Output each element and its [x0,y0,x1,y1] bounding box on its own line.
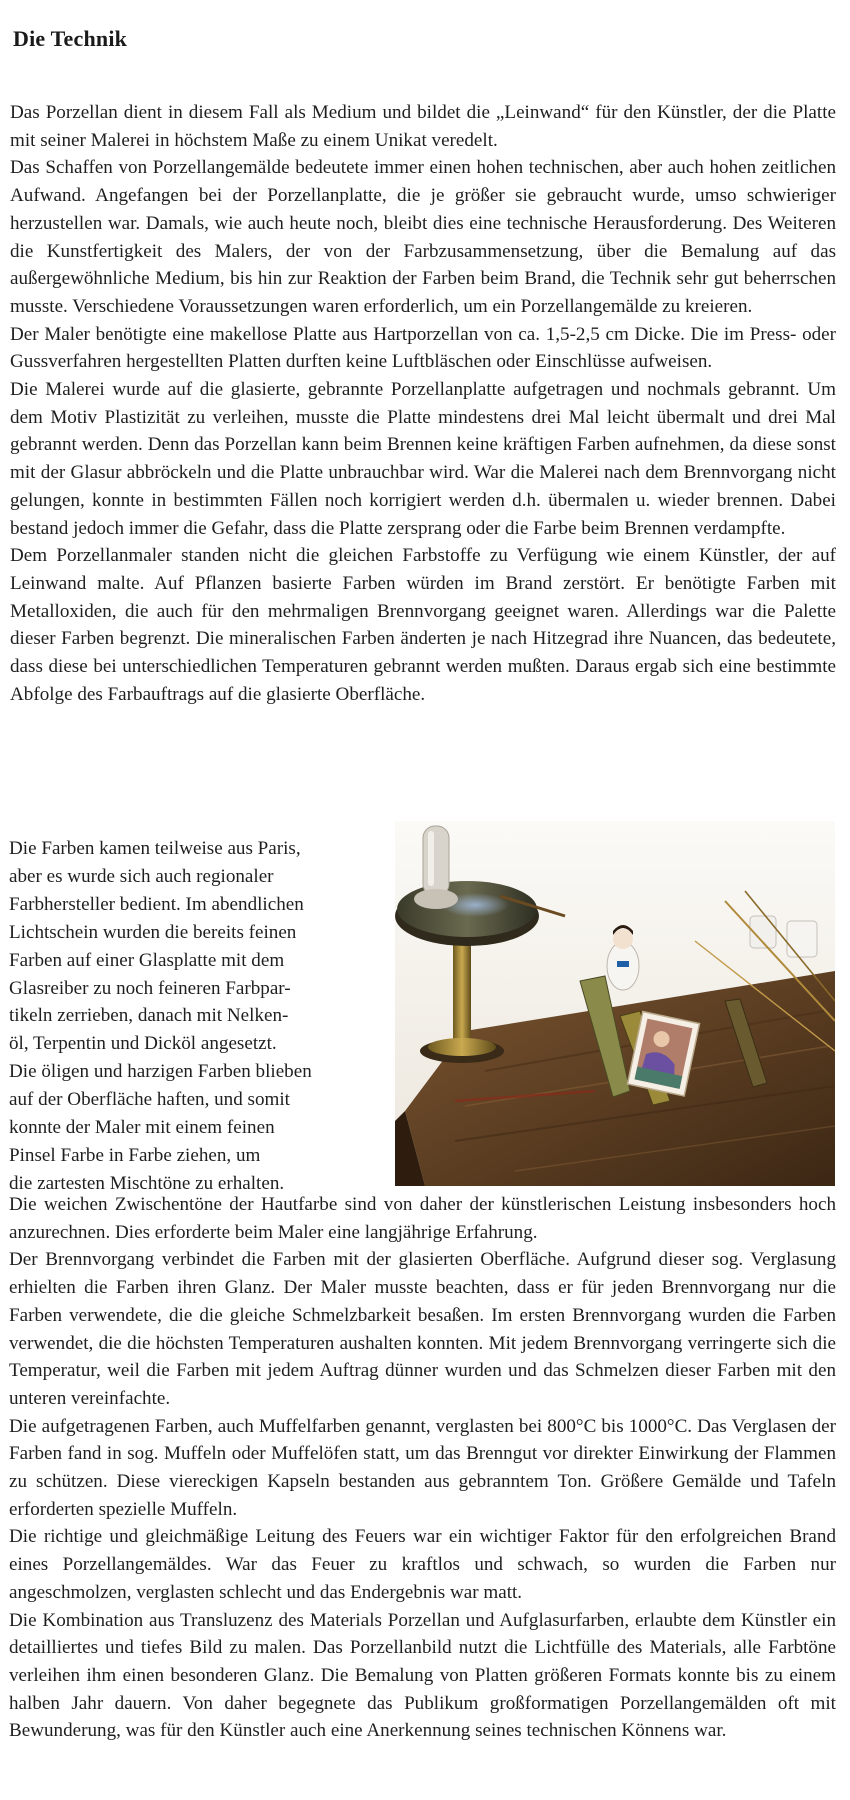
page-heading: Die Technik [13,26,128,51]
text-line: Die öligen und harzigen Farben blieben [9,1061,312,1083]
text-line: öl, Terpentin und Dicköl angesetzt. [9,1033,277,1055]
text-line: aber es wurde sich auch regionaler [9,865,274,887]
text-line: Die Farben kamen teilweise aus Paris, [9,838,301,859]
text-line: Farbhersteller bedient. Im abendlichen [9,893,304,915]
text-line: die zartesten Mischtöne zu erhalten. [9,1172,285,1194]
text-line: Lichtschein wurden die bereits feinen [9,921,297,943]
paragraph: Die richtige und gleichmäßige Leitung des Feuers war ein wichtiger Faktor für den erfolgreichen Brand eines Porzellangemäldes. War das Feuer zu kraftlos und schwach, so wurden die Farben nur angeschmolzen, verglasten schlecht und das Endergebnis war matt. [9,1526,836,1603]
text-block-top [10,99,836,708]
paragraph: Der Maler benötigte eine makellose Platte aus Hartporzellan von ca. 1,5-2,5 cm Dicke. Die im Press- oder Gussverfahren hergestellten Platten durften keine Luftbläschen oder Einschlüsse aufweisen. [10,323,836,373]
text-line: tikeln zerrieben, danach mit Nelken- [9,1005,289,1027]
paragraph: Die weichen Zwischentöne der Hautfarbe sind von daher der künstlerischen Leistung insbesonders hoch anzurechnen. Dies erforderte beim Maler eine langjährige Erfahrung. [9,1194,836,1243]
text-line: auf der Oberfläche haften, und somit [9,1089,290,1111]
paragraph: Dem Porzellanmaler standen nicht die gleichen Farbstoffe zu Verfügung wie einem Künstler, der auf Leinwand malte. Auf Pflanzen basierte Farben würden im Brand zerstört. Er benötigte Farben mit Metalloxiden, die auch für den mehrmaligen Brennvorgang geeignet waren. Allerdings war die Palette dieser Farben begrenzt. Die mineralischen Farben änderten je nach Hitzegrad ihre Nuancen, das bedeutete, dass diese bei unterschiedlichen Temperaturen gebrannt werden mußten. Daraus ergab sich eine bestimmte Abfolge des Farbauftrags auf die glasierte Oberfläche. [10,545,836,705]
text-block-bottom [9,1191,836,1745]
text-block-side [9,835,369,1198]
text-line: Glasreiber zu noch feineren Farbpar- [9,977,291,999]
paragraph: Die Kombination aus Transluzenz des Materials Porzellan und Aufglasurfarben, erlaubte dem Künstler ein detailliertes und tiefes Bild zu malen. Das Porzellanbild nutzt die Lichtfülle des Materials, alle Farbtöne verleihen ihm einen besonderen Glanz. Die Bemalung von Platten größeren Formats konnte bis zu einem halben Jahr dauern. Von daher begegnete das Publikum großformatigen Porzellangemälden oft mit Bewunderung, was für den Künstler auch eine Anerkennung seines technischen Könnens war. [9,1609,836,1742]
text-line: Farben auf einer Glasplatte mit dem [9,949,285,971]
paragraph: Der Brennvorgang verbindet die Farben mit der glasierten Oberfläche. Aufgrund dieser sog. Verglasung erhielten die Farben ihren Glanz. Der Maler musste beachten, dass er für jeden Brennvorgang nur die Farben verwendete, die die gleiche Schmelzbarkeit besaßen. Im ersten Brennvorgang wurden die Farben verwendet, die die höchsten Temperaturen aushalten konnten. Mit jedem Brennvorgang verringerte sich die Temperatur, weil die Farben mit jedem Auftrag dünner wurden und das Schmelzen dieser Farben mit den unteren vereinfachte. [9,1249,836,1409]
paragraph: Die aufgetragenen Farben, auch Muffelfarben genannt, verglasten bei 800°C bis 1000°C. Das Verglasen der Farben fand in sog. Muffeln oder Muffelöfen statt, um das Brenngut vor direkter Einwirkung der Flammen zu schützen. Diese viereckigen Kapseln bestanden aus gebranntem Ton. Größere Gemälde und Tafeln erforderten spezielle Muffeln. [9,1415,836,1520]
paragraph: Das Porzellan dient in diesem Fall als Medium und bildet die „Leinwand“ für den Künstler, der die Platte mit seiner Malerei in höchstem Maße zu einem Unikat veredelt. [10,102,836,151]
paragraph: Das Schaffen von Porzellangemälde bedeutete immer einen hohen technischen, aber auch hohen zeitlichen Aufwand. Angefangen bei der Porzellanplatte, die je größer sie gebraucht wurde, umso schwieriger herzustellen war. Damals, wie auch heute noch, bleibt dies eine technische Herausforderung. Des Weiteren die Kunstfertigkeit des Malers, der von der Farbzusammensetzung, über die Bemalung auf das außergewöhnliche Medium, bis hin zur Reaktion der Farben beim Brand, die Technik sehr gut beherrschen musste. Verschiedene Voraussetzungen waren erforderlich, um ein Porzellangemälde zu kreieren. [10,157,836,317]
text-line: Pinsel Farbe in Farbe ziehen, um [9,1144,261,1166]
porcelain-painter-workbench-photo [395,821,835,1186]
paragraph: Die Malerei wurde auf die glasierte, gebrannte Porzellanplatte aufgetragen und nochmals gebrannt. Um dem Motiv Plastizität zu verleihen, musste die Platte mindestens drei Mal leicht übermalt und drei Mal gebrannt werden. Denn das Porzellan kann beim Brennen keine kräftigen Farben aufnehmen, da diese sonst mit der Glasur abbröckeln und die Platte unbrauchbar wird. War die Malerei nach dem Brennvorgang nicht gelungen, konnte in bestimmten Fällen noch korrigiert werden d.h. übermalen u. wieder brennen. Dabei bestand jedoch immer die Gefahr, dass die Platte zersprang oder die Farbe beim Brennen verdampfte. [10,379,836,539]
text-line: konnte der Maler mit einem feinen [9,1117,275,1139]
